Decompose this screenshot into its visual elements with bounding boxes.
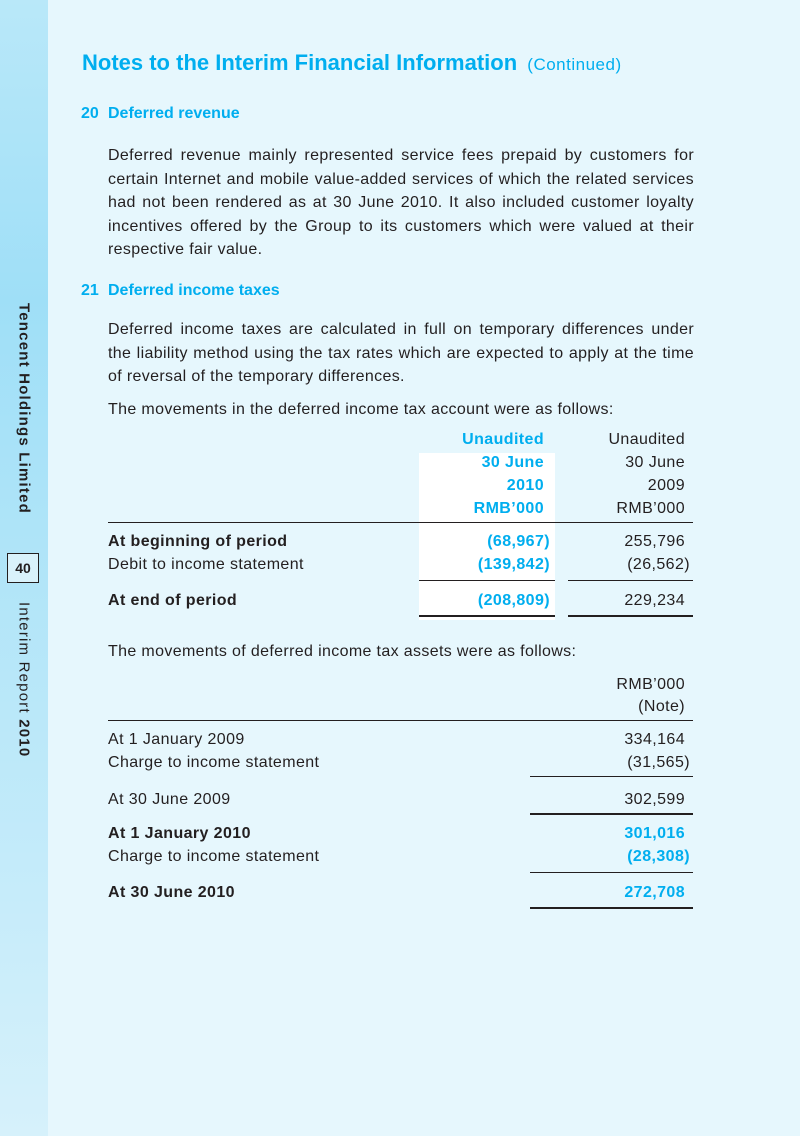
page-title-text: Notes to the Interim Financial Information — [82, 50, 518, 75]
sidebar-company-name: Tencent Holdings Limited — [15, 303, 33, 515]
table1-row-value-2009: 255,796 — [624, 533, 685, 550]
table1-row-label: At beginning of period — [108, 533, 288, 550]
table1-row-value-2010: (208,809) — [477, 592, 550, 609]
table1-col1-header-1: Unaudited — [462, 431, 544, 448]
table2-row-label: At 30 June 2009 — [108, 791, 231, 808]
table2-row-value: 302,599 — [624, 791, 685, 808]
section-21-title: Deferred income taxes — [108, 282, 280, 299]
table1-row-value-2009: 229,234 — [624, 592, 685, 609]
page-title — [82, 50, 622, 76]
table1-subtotal-rule-2009 — [568, 580, 693, 581]
section-20-title: Deferred revenue — [108, 105, 240, 122]
table2-row-value: 301,016 — [624, 825, 685, 842]
table1-col2-header-4: RMB’000 — [616, 500, 685, 517]
section-20-heading — [81, 105, 240, 123]
table2-header-note: (Note) — [638, 698, 685, 715]
table1-row-value-2010: (68,967) — [487, 533, 550, 550]
sidebar-report-prefix: Interim Report — [15, 602, 33, 714]
page-title-continued: (Continued) — [527, 55, 622, 74]
sidebar-report-title — [16, 602, 33, 757]
table1-header-rule — [108, 522, 693, 523]
table2-subtotal-rule-2010 — [530, 872, 693, 873]
table1-col2-header-2: 30 June — [625, 454, 685, 471]
table1-total-rule-2010 — [419, 615, 555, 617]
section-20-paragraph: Deferred revenue mainly represented service fees prepaid by customers for certain Internet and mobile value-added services of which the related services had not been rendered as at 30 June 2010. It also included customer loyalty incentives offered by the Group to its customers which were valued at their respective fair value. — [108, 147, 694, 258]
table2-row-label: At 1 January 2009 — [108, 731, 245, 748]
table1-total-rule-2009 — [568, 615, 693, 617]
table1-subtotal-rule-2010 — [419, 580, 555, 581]
table1-col1-header-4: RMB’000 — [473, 500, 544, 517]
table2-row-value: 334,164 — [624, 731, 685, 748]
table2-total-rule-2009 — [530, 813, 693, 815]
table2-row-label: At 30 June 2010 — [108, 884, 235, 901]
table2-row-value: (31,565) — [627, 754, 690, 771]
page-number: 40 — [7, 553, 39, 583]
section-21-paragraph-1: Deferred income taxes are calculated in full on temporary differences under the liability method using the tax rates which are expected to apply at the time of reversal of the temporary differences. — [108, 321, 694, 385]
sidebar-report-year: 2010 — [15, 719, 33, 758]
table1-col1-header-2: 30 June — [481, 454, 544, 471]
table2-row-value: 272,708 — [624, 884, 685, 901]
page-content — [48, 0, 800, 1136]
section-21-paragraph-2: The movements in the deferred income tax account were as follows: — [108, 401, 614, 418]
section-21-heading — [81, 282, 280, 300]
table2-row-label: At 1 January 2010 — [108, 825, 251, 842]
table1-row-value-2010: (139,842) — [477, 556, 550, 573]
table2-subtotal-rule-2009 — [530, 776, 693, 777]
table2-row-label: Charge to income statement — [108, 848, 320, 865]
table2-row-value: (28,308) — [627, 848, 690, 865]
table1-col1-header-3: 2010 — [506, 477, 544, 494]
table2-header-rule — [108, 720, 693, 721]
sidebar — [0, 0, 48, 1136]
section-20-number: 20 — [81, 105, 99, 122]
table2-total-rule-2010 — [530, 907, 693, 909]
table1-row-label: Debit to income statement — [108, 556, 304, 573]
table2-row-label: Charge to income statement — [108, 754, 320, 771]
section-21-paragraph-3: The movements of deferred income tax assets were as follows: — [108, 643, 577, 660]
table1-row-value-2009: (26,562) — [627, 556, 690, 573]
table1-row-label: At end of period — [108, 592, 238, 609]
table1-col2-header-1: Unaudited — [608, 431, 685, 448]
table2-header-unit: RMB’000 — [616, 676, 685, 693]
table1-col2-header-3: 2009 — [647, 477, 685, 494]
section-21-number: 21 — [81, 282, 99, 299]
